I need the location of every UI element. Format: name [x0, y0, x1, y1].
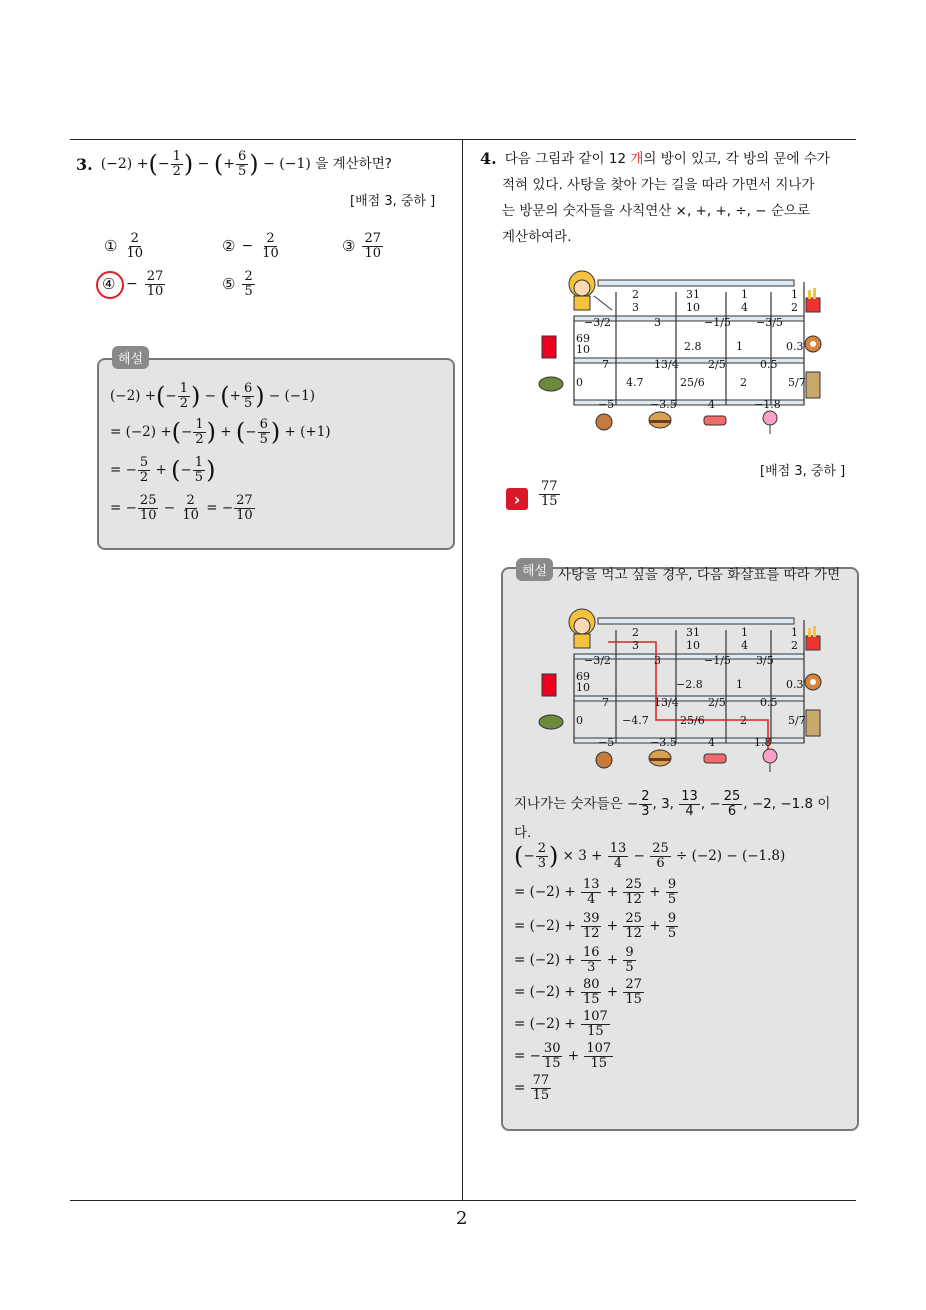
svg-text:69: 69: [576, 670, 590, 683]
svg-text:10: 10: [686, 301, 700, 314]
svg-text:3: 3: [632, 301, 639, 314]
solution-line: = (−2) + ( − $\frac{1}{2}$ ) + ( − $\frac{6}{5}$ ) + (+1): [110, 417, 331, 447]
svg-text:1: 1: [741, 626, 748, 639]
svg-text:13/4: 13/4: [654, 696, 679, 709]
top-rule: [70, 139, 856, 140]
page-number: 2: [456, 1208, 468, 1229]
svg-text:31: 31: [686, 288, 700, 301]
solution-line: = − $\frac{30}{15}$ + $\frac{107}{15}$: [514, 1041, 612, 1071]
solution-line: (−2) + ( − $\frac{1}{2}$ ) − ( + $\frac{6}{5}$ ) − (−1): [110, 381, 315, 411]
svg-text:1: 1: [736, 340, 743, 353]
solution-line: = (−2) + $\frac{107}{15}$: [514, 1009, 608, 1039]
svg-text:1: 1: [741, 288, 748, 301]
svg-text:−3/2: −3/2: [584, 654, 611, 667]
salad-icon: [539, 377, 563, 391]
svg-text:3: 3: [654, 316, 661, 329]
burger-icon: [649, 750, 671, 766]
svg-text:2: 2: [632, 288, 639, 301]
score-label: [배점 3, 중하 ]: [350, 194, 436, 209]
cookie-icon: [596, 414, 612, 430]
donut-icon: [805, 674, 821, 690]
svg-text:−1.8: −1.8: [754, 398, 781, 411]
svg-text:0.5: 0.5: [760, 696, 778, 709]
choice-4[interactable]: ④ − $\frac{27}{10}$: [100, 270, 166, 298]
svg-text:−3/2: −3/2: [584, 316, 611, 329]
sushi-icon: [704, 416, 726, 425]
bread-icon: [806, 372, 820, 398]
highlight-word: 개: [630, 151, 644, 167]
answer-value: $\frac{77}{15}$: [541, 479, 558, 509]
question-4-stem: 4. 다음 그림과 같이 12 개 의 방이 있고, 각 방의 문에 수가 적혀 있다. 사탕을 찾아 가는 길을 따라 가면서 지나가 는 방문의 숫자들을 사칙연산 ×, +, +, ÷, − 순으로 계산하여라.: [480, 146, 860, 250]
svg-text:0.5: 0.5: [760, 358, 778, 371]
girl-icon: [569, 609, 595, 648]
svg-text:−3.5: −3.5: [650, 398, 677, 411]
drink-icon: [542, 674, 556, 696]
svg-text:−5: −5: [598, 398, 615, 411]
svg-text:0: 0: [576, 714, 583, 727]
svg-text:1: 1: [736, 678, 743, 691]
candy-icon: [763, 411, 777, 434]
salad-icon: [539, 715, 563, 729]
fries-icon: [806, 626, 820, 650]
svg-text:2/5: 2/5: [708, 358, 726, 371]
question-3-stem: 3. (−2) + ( − $\frac{1}{2}$ ) − ( + $\frac{6}{5}$ ) − (−1) 을 계산하면?: [76, 149, 392, 179]
svg-text:31: 31: [686, 626, 700, 639]
svg-text:2: 2: [791, 639, 798, 652]
solution-intro: 사탕을 먹고 싶을 경우, 다음 화살표를 따라 가면: [558, 567, 841, 583]
svg-text:1: 1: [791, 626, 798, 639]
girl-icon: [569, 271, 595, 310]
solution-line: ( − $\frac{2}{3}$ ) × 3 + $\frac{13}{4}$ − $\frac{25}{6}$ ÷ (−2) − (−1.8): [514, 841, 786, 871]
solution-tag: 해설: [516, 558, 553, 581]
svg-text:25/6: 25/6: [680, 714, 705, 727]
cookie-icon: [596, 752, 612, 768]
svg-text:10: 10: [686, 639, 700, 652]
svg-text:3: 3: [632, 639, 639, 652]
svg-text:69: 69: [576, 332, 590, 345]
svg-text:5/7: 5/7: [788, 376, 806, 389]
svg-text:7: 7: [602, 358, 609, 371]
bread-icon: [806, 710, 820, 736]
solution-line: = (−2) + $\frac{13}{4}$ + $\frac{25}{12}$ + $\frac{9}{5}$: [514, 877, 677, 907]
drink-icon: [542, 336, 556, 358]
bottom-rule: [70, 1200, 856, 1201]
svg-text:5/7: 5/7: [788, 714, 806, 727]
svg-text:0: 0: [576, 376, 583, 389]
choice-mark: ①: [104, 237, 118, 256]
svg-text:0.3: 0.3: [786, 340, 804, 353]
maze-figure-with-path: [536, 600, 836, 772]
choice-5[interactable]: ⑤ $\frac{2}{5}$: [222, 269, 253, 299]
svg-text:−4.7: −4.7: [622, 714, 649, 727]
svg-text:4: 4: [741, 639, 748, 652]
svg-text:2/5: 2/5: [708, 696, 726, 709]
svg-text:4.7: 4.7: [626, 376, 644, 389]
question-number: 3.: [76, 154, 93, 174]
svg-text:10: 10: [576, 343, 590, 356]
svg-text:2: 2: [740, 376, 747, 389]
choice-1[interactable]: ① $\frac{2}{10}$: [104, 231, 143, 261]
svg-text:−1/5: −1/5: [704, 316, 731, 329]
svg-text:2: 2: [791, 301, 798, 314]
donut-icon: [805, 336, 821, 352]
candy-icon: [763, 749, 777, 772]
solution-line: = − $\frac{5}{2}$ + ( − $\frac{1}{5}$ ): [110, 455, 216, 485]
svg-text:3/5: 3/5: [756, 654, 774, 667]
choice-mark: ⑤: [222, 275, 236, 294]
svg-text:4: 4: [708, 736, 715, 749]
solution-line: = (−2) + $\frac{80}{15}$ + $\frac{27}{15}$: [514, 977, 642, 1007]
score-label: [배점 3, 중하 ]: [760, 464, 846, 479]
choice-mark: ③: [342, 237, 356, 256]
svg-text:−3.5: −3.5: [650, 736, 677, 749]
solution-line: = − $\frac{25}{10}$ − $\frac{2}{10}$ = − $\frac{27}{10}$: [110, 493, 253, 523]
svg-text:7: 7: [602, 696, 609, 709]
svg-text:−3/5: −3/5: [756, 316, 783, 329]
svg-text:4: 4: [741, 301, 748, 314]
choice-mark: ②: [222, 237, 236, 256]
solution-line: = (−2) + $\frac{16}{3}$ + $\frac{9}{5}$: [514, 945, 634, 975]
svg-text:−2.8: −2.8: [676, 678, 703, 691]
question-text: 을 계산하면?: [315, 156, 392, 173]
svg-text:0.3: 0.3: [786, 678, 804, 691]
svg-text:13/4: 13/4: [654, 358, 679, 371]
svg-text:−5: −5: [598, 736, 615, 749]
answer-arrow-icon: ›: [506, 488, 528, 510]
choice-mark: ④: [102, 275, 116, 294]
burger-icon: [649, 412, 671, 428]
svg-text:1.8: 1.8: [754, 736, 772, 749]
solution-numbers-line: 지나가는 숫자들은 − $\frac{2}{3}$ , 3, $\frac{13}{4}$ , − $\frac{25}{6}$ , −2, −1.8 이: [514, 789, 831, 819]
svg-text:2.8: 2.8: [684, 340, 702, 353]
choice-2[interactable]: ② − $\frac{2}{10}$: [222, 231, 279, 261]
svg-text:−1/5: −1/5: [704, 654, 731, 667]
solution-line: = (−2) + $\frac{39}{12}$ + $\frac{25}{12}$ + $\frac{9}{5}$: [514, 911, 677, 941]
solution-tag: 해설: [112, 346, 149, 369]
fries-icon: [806, 288, 820, 312]
svg-text:2: 2: [740, 714, 747, 727]
svg-text:4: 4: [708, 398, 715, 411]
choice-3[interactable]: ③ $\frac{27}{10}$: [342, 231, 381, 261]
svg-text:25/6: 25/6: [680, 376, 705, 389]
svg-text:3: 3: [654, 654, 661, 667]
svg-text:10: 10: [576, 681, 590, 694]
column-divider: [462, 139, 463, 1201]
solution-line: = $\frac{77}{15}$: [514, 1073, 550, 1103]
svg-text:2: 2: [632, 626, 639, 639]
question-number: 4.: [480, 149, 497, 168]
sushi-icon: [704, 754, 726, 763]
svg-text:1: 1: [791, 288, 798, 301]
maze-figure: [536, 262, 836, 434]
solution-numbers-end: 다.: [514, 825, 532, 841]
